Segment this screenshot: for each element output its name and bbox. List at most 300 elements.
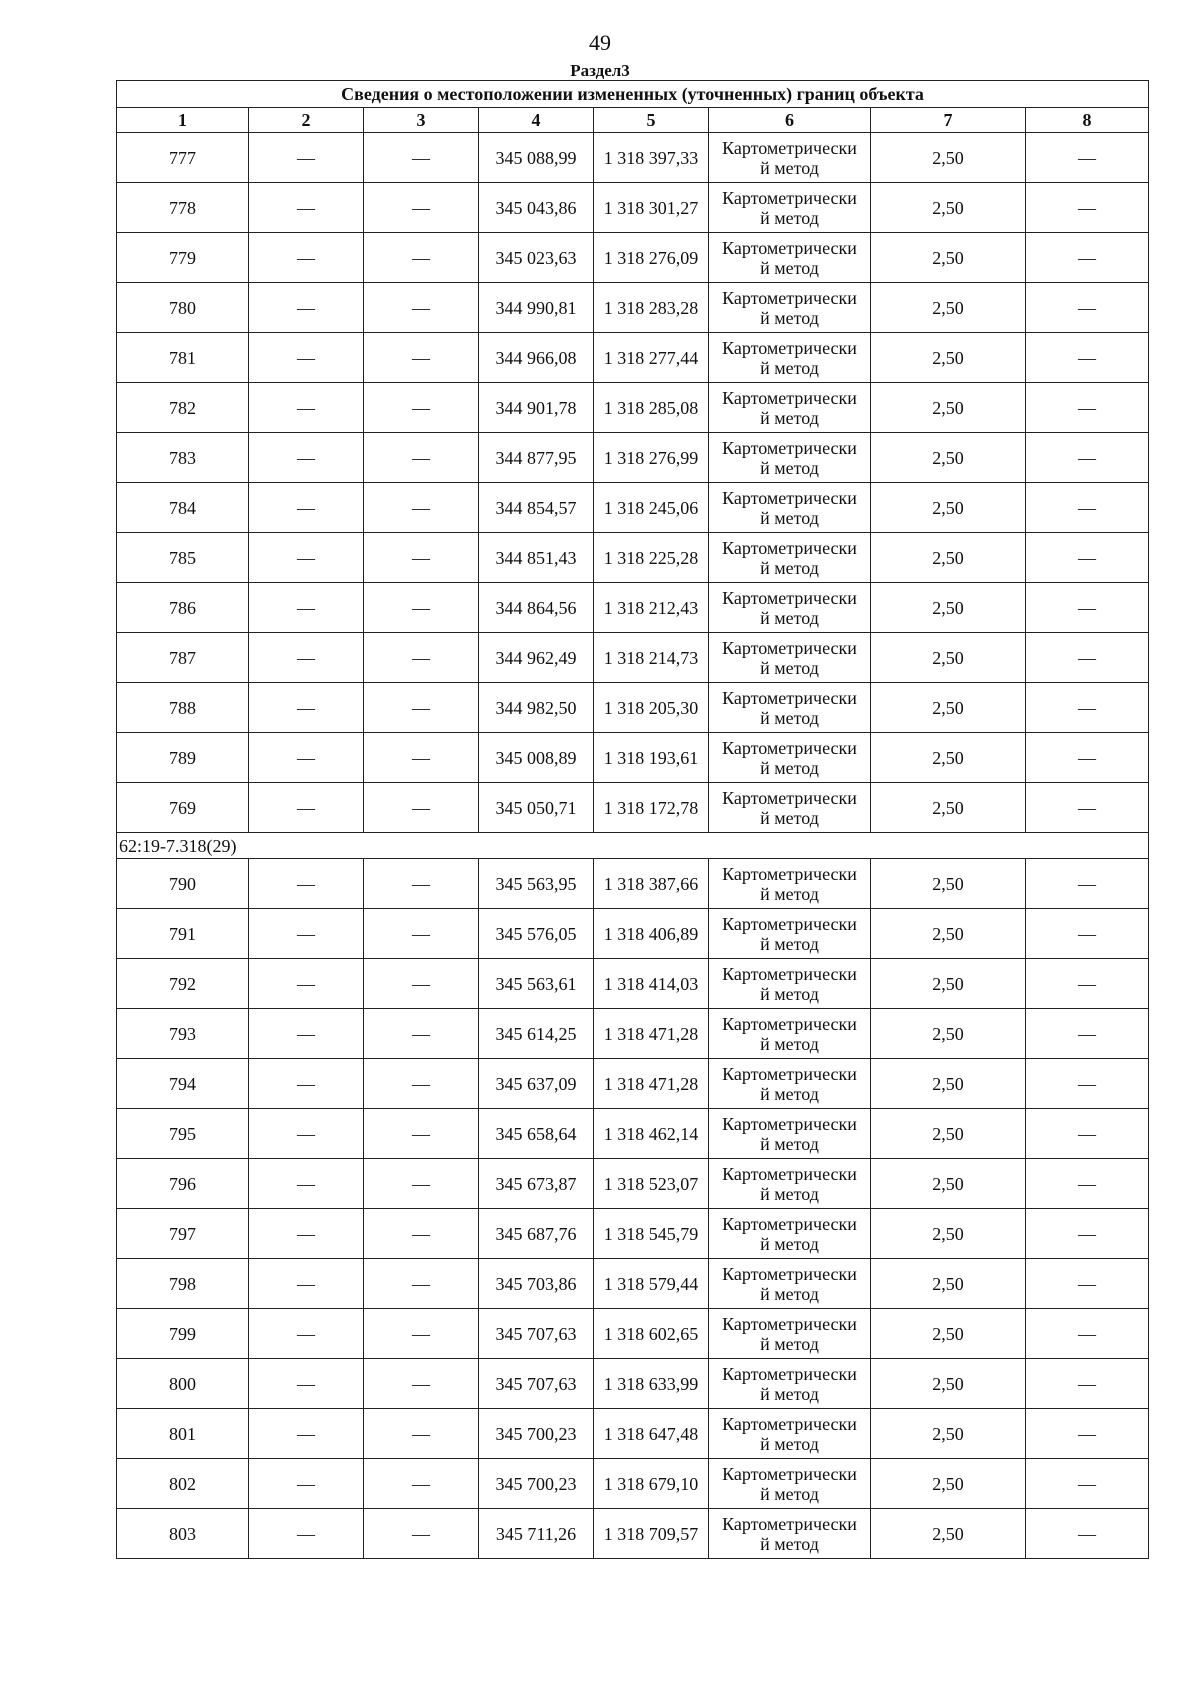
method-line-2: й метод (760, 757, 819, 778)
column-8-cell: — (1026, 1259, 1149, 1309)
point-number-cell: 782 (117, 383, 249, 433)
accuracy-cell: 2,50 (871, 1309, 1026, 1359)
method-cell (709, 959, 871, 1009)
column-header: 5 (594, 108, 709, 133)
method-cell (709, 1159, 871, 1209)
method-cell (709, 1059, 871, 1109)
method-line-1: Картометрически (722, 587, 857, 608)
method-line-2: й метод (760, 557, 819, 578)
y-coordinate-cell: 1 318 212,43 (594, 583, 709, 633)
method-line-2: й метод (760, 1483, 819, 1504)
x-coordinate-cell: 345 043,86 (479, 183, 594, 233)
column-2-cell: — (249, 433, 364, 483)
point-number-cell: 785 (117, 533, 249, 583)
table-row (117, 1209, 1149, 1259)
method-line-2: й метод (760, 1333, 819, 1354)
method-line-2: й метод (760, 407, 819, 428)
column-2-cell: — (249, 1159, 364, 1209)
method-line-2: й метод (760, 157, 819, 178)
method-cell (709, 383, 871, 433)
column-2-cell: — (249, 1409, 364, 1459)
point-number-cell: 795 (117, 1109, 249, 1159)
x-coordinate-cell: 344 851,43 (479, 533, 594, 583)
accuracy-cell: 2,50 (871, 1059, 1026, 1109)
column-2-cell: — (249, 233, 364, 283)
accuracy-cell: 2,50 (871, 1509, 1026, 1559)
column-3-cell: — (364, 1259, 479, 1309)
column-3-cell: — (364, 283, 479, 333)
y-coordinate-cell: 1 318 285,08 (594, 383, 709, 433)
column-3-cell: — (364, 1109, 479, 1159)
accuracy-cell: 2,50 (871, 1459, 1026, 1509)
accuracy-cell: 2,50 (871, 483, 1026, 533)
y-coordinate-cell: 1 318 387,66 (594, 859, 709, 909)
method-cell (709, 333, 871, 383)
y-coordinate-cell: 1 318 462,14 (594, 1109, 709, 1159)
method-line-2: й метод (760, 357, 819, 378)
method-cell (709, 859, 871, 909)
table-row (117, 483, 1149, 533)
column-2-cell: — (249, 333, 364, 383)
column-2-cell: — (249, 383, 364, 433)
column-2-cell: — (249, 183, 364, 233)
x-coordinate-cell: 344 966,08 (479, 333, 594, 383)
method-line-1: Картометрически (722, 1263, 857, 1284)
accuracy-cell: 2,50 (871, 533, 1026, 583)
group-label: 62:19-7.318(29) (117, 833, 1149, 859)
table-row (117, 583, 1149, 633)
method-line-1: Картометрически (722, 1213, 857, 1234)
table-row (117, 133, 1149, 183)
method-line-1: Картометрически (722, 537, 857, 558)
method-line-1: Картометрически (722, 637, 857, 658)
y-coordinate-cell: 1 318 276,99 (594, 433, 709, 483)
column-8-cell: — (1026, 233, 1149, 283)
method-line-2: й метод (760, 457, 819, 478)
column-2-cell: — (249, 1009, 364, 1059)
x-coordinate-cell: 345 673,87 (479, 1159, 594, 1209)
column-8-cell: — (1026, 383, 1149, 433)
column-3-cell: — (364, 1009, 479, 1059)
method-line-2: й метод (760, 257, 819, 278)
accuracy-cell: 2,50 (871, 959, 1026, 1009)
column-3-cell: — (364, 583, 479, 633)
point-number-cell: 802 (117, 1459, 249, 1509)
method-line-1: Картометрически (722, 137, 857, 158)
y-coordinate-cell: 1 318 205,30 (594, 683, 709, 733)
method-line-1: Картометрически (722, 1163, 857, 1184)
method-cell (709, 633, 871, 683)
table-row (117, 1059, 1149, 1109)
column-header-row (117, 108, 1149, 133)
table-row (117, 383, 1149, 433)
column-8-cell: — (1026, 433, 1149, 483)
column-8-cell: — (1026, 283, 1149, 333)
column-8-cell: — (1026, 1359, 1149, 1409)
x-coordinate-cell: 344 877,95 (479, 433, 594, 483)
point-number-cell: 800 (117, 1359, 249, 1409)
y-coordinate-cell: 1 318 471,28 (594, 1009, 709, 1059)
method-line-1: Картометрически (722, 1013, 857, 1034)
x-coordinate-cell: 344 864,56 (479, 583, 594, 633)
method-line-1: Картометрически (722, 237, 857, 258)
method-cell (709, 733, 871, 783)
accuracy-cell: 2,50 (871, 433, 1026, 483)
accuracy-cell: 2,50 (871, 783, 1026, 833)
accuracy-cell: 2,50 (871, 1159, 1026, 1209)
x-coordinate-cell: 345 050,71 (479, 783, 594, 833)
column-header: 7 (871, 108, 1026, 133)
method-line-1: Картометрически (722, 337, 857, 358)
column-3-cell: — (364, 133, 479, 183)
accuracy-cell: 2,50 (871, 583, 1026, 633)
section-title: Раздел3 (570, 61, 630, 80)
accuracy-cell: 2,50 (871, 1259, 1026, 1309)
method-line-2: й метод (760, 507, 819, 528)
method-cell (709, 1309, 871, 1359)
x-coordinate-cell: 344 901,78 (479, 383, 594, 433)
x-coordinate-cell: 344 990,81 (479, 283, 594, 333)
table-row (117, 1359, 1149, 1409)
x-coordinate-cell: 345 703,86 (479, 1259, 594, 1309)
method-line-1: Картометрически (722, 1463, 857, 1484)
y-coordinate-cell: 1 318 172,78 (594, 783, 709, 833)
page-number: 49 (589, 30, 611, 55)
point-number-cell: 784 (117, 483, 249, 533)
column-2-cell: — (249, 683, 364, 733)
column-3-cell: — (364, 1209, 479, 1259)
table-row (117, 909, 1149, 959)
method-line-1: Картометрически (722, 1363, 857, 1384)
column-8-cell: — (1026, 1409, 1149, 1459)
method-line-2: й метод (760, 1533, 819, 1554)
y-coordinate-cell: 1 318 276,09 (594, 233, 709, 283)
x-coordinate-cell: 344 854,57 (479, 483, 594, 533)
x-coordinate-cell: 345 637,09 (479, 1059, 594, 1109)
column-8-cell: — (1026, 909, 1149, 959)
column-8-cell: — (1026, 683, 1149, 733)
method-cell (709, 1409, 871, 1459)
table-row (117, 1009, 1149, 1059)
table-row (117, 233, 1149, 283)
method-line-2: й метод (760, 207, 819, 228)
column-8-cell: — (1026, 583, 1149, 633)
column-2-cell: — (249, 633, 364, 683)
method-cell (709, 1509, 871, 1559)
method-line-1: Картометрически (722, 913, 857, 934)
x-coordinate-cell: 344 962,49 (479, 633, 594, 683)
column-header: 6 (709, 108, 871, 133)
method-line-2: й метод (760, 1133, 819, 1154)
y-coordinate-cell: 1 318 633,99 (594, 1359, 709, 1409)
method-line-1: Картометрически (722, 287, 857, 308)
column-3-cell: — (364, 1059, 479, 1109)
method-line-2: й метод (760, 1033, 819, 1054)
column-2-cell: — (249, 283, 364, 333)
x-coordinate-cell: 345 658,64 (479, 1109, 594, 1159)
column-8-cell: — (1026, 1059, 1149, 1109)
table-row (117, 1509, 1149, 1559)
point-number-cell: 791 (117, 909, 249, 959)
accuracy-cell: 2,50 (871, 633, 1026, 683)
table-row (117, 183, 1149, 233)
column-8-cell: — (1026, 783, 1149, 833)
point-number-cell: 781 (117, 333, 249, 383)
column-3-cell: — (364, 1409, 479, 1459)
method-cell (709, 583, 871, 633)
accuracy-cell: 2,50 (871, 909, 1026, 959)
y-coordinate-cell: 1 318 679,10 (594, 1459, 709, 1509)
y-coordinate-cell: 1 318 301,27 (594, 183, 709, 233)
method-cell (709, 533, 871, 583)
table-row (117, 1459, 1149, 1509)
method-line-1: Картометрически (722, 1513, 857, 1534)
y-coordinate-cell: 1 318 414,03 (594, 959, 709, 1009)
column-3-cell: — (364, 733, 479, 783)
point-number-cell: 786 (117, 583, 249, 633)
table-row (117, 1109, 1149, 1159)
method-cell (709, 1259, 871, 1309)
method-line-2: й метод (760, 983, 819, 1004)
method-line-2: й метод (760, 883, 819, 904)
column-2-cell: — (249, 1059, 364, 1109)
column-3-cell: — (364, 1509, 479, 1559)
accuracy-cell: 2,50 (871, 1209, 1026, 1259)
method-line-1: Картометрически (722, 787, 857, 808)
column-8-cell: — (1026, 1459, 1149, 1509)
method-line-1: Картометрически (722, 1413, 857, 1434)
table-row (117, 633, 1149, 683)
accuracy-cell: 2,50 (871, 183, 1026, 233)
method-cell (709, 1459, 871, 1509)
point-number-cell: 796 (117, 1159, 249, 1209)
accuracy-cell: 2,50 (871, 383, 1026, 433)
x-coordinate-cell: 345 023,63 (479, 233, 594, 283)
accuracy-cell: 2,50 (871, 683, 1026, 733)
column-3-cell: — (364, 433, 479, 483)
method-cell (709, 909, 871, 959)
table-title-row (117, 81, 1149, 108)
method-line-1: Картометрически (722, 963, 857, 984)
table-row (117, 283, 1149, 333)
method-line-1: Картометрически (722, 487, 857, 508)
method-cell (709, 283, 871, 333)
table-row (117, 859, 1149, 909)
x-coordinate-cell: 345 576,05 (479, 909, 594, 959)
column-2-cell: — (249, 1209, 364, 1259)
method-line-2: й метод (760, 1283, 819, 1304)
column-header: 3 (364, 108, 479, 133)
method-line-1: Картометрически (722, 387, 857, 408)
method-cell (709, 1109, 871, 1159)
method-line-2: й метод (760, 307, 819, 328)
table-row (117, 733, 1149, 783)
method-line-1: Картометрически (722, 187, 857, 208)
point-number-cell: 798 (117, 1259, 249, 1309)
point-number-cell: 794 (117, 1059, 249, 1109)
point-number-cell: 793 (117, 1009, 249, 1059)
column-8-cell: — (1026, 633, 1149, 683)
method-line-2: й метод (760, 807, 819, 828)
column-3-cell: — (364, 1309, 479, 1359)
column-3-cell: — (364, 633, 479, 683)
y-coordinate-cell: 1 318 214,73 (594, 633, 709, 683)
x-coordinate-cell: 345 563,95 (479, 859, 594, 909)
point-number-cell: 799 (117, 1309, 249, 1359)
column-3-cell: — (364, 1159, 479, 1209)
y-coordinate-cell: 1 318 225,28 (594, 533, 709, 583)
group-label-row (117, 833, 1149, 859)
point-number-cell: 769 (117, 783, 249, 833)
accuracy-cell: 2,50 (871, 283, 1026, 333)
y-coordinate-cell: 1 318 277,44 (594, 333, 709, 383)
column-2-cell: — (249, 859, 364, 909)
table-row (117, 683, 1149, 733)
y-coordinate-cell: 1 318 193,61 (594, 733, 709, 783)
method-line-2: й метод (760, 1433, 819, 1454)
method-cell (709, 1209, 871, 1259)
column-2-cell: — (249, 1509, 364, 1559)
method-cell (709, 783, 871, 833)
column-2-cell: — (249, 959, 364, 1009)
accuracy-cell: 2,50 (871, 1109, 1026, 1159)
column-8-cell: — (1026, 183, 1149, 233)
accuracy-cell: 2,50 (871, 733, 1026, 783)
accuracy-cell: 2,50 (871, 1409, 1026, 1459)
method-cell (709, 183, 871, 233)
column-8-cell: — (1026, 533, 1149, 583)
method-cell (709, 1359, 871, 1409)
accuracy-cell: 2,50 (871, 233, 1026, 283)
x-coordinate-cell: 345 563,61 (479, 959, 594, 1009)
column-8-cell: — (1026, 1309, 1149, 1359)
column-3-cell: — (364, 859, 479, 909)
table-row (117, 1409, 1149, 1459)
column-3-cell: — (364, 383, 479, 433)
method-line-1: Картометрически (722, 1113, 857, 1134)
y-coordinate-cell: 1 318 471,28 (594, 1059, 709, 1109)
column-header: 8 (1026, 108, 1149, 133)
point-number-cell: 797 (117, 1209, 249, 1259)
method-line-2: й метод (760, 1233, 819, 1254)
method-line-2: й метод (760, 607, 819, 628)
column-2-cell: — (249, 1109, 364, 1159)
y-coordinate-cell: 1 318 283,28 (594, 283, 709, 333)
table-row (117, 433, 1149, 483)
x-coordinate-cell: 345 700,23 (479, 1459, 594, 1509)
column-3-cell: — (364, 683, 479, 733)
column-8-cell: — (1026, 1109, 1149, 1159)
method-line-1: Картометрически (722, 863, 857, 884)
column-8-cell: — (1026, 1009, 1149, 1059)
column-3-cell: — (364, 533, 479, 583)
method-cell (709, 233, 871, 283)
method-line-2: й метод (760, 1383, 819, 1404)
method-line-1: Картометрически (722, 737, 857, 758)
column-2-cell: — (249, 533, 364, 583)
x-coordinate-cell: 345 008,89 (479, 733, 594, 783)
x-coordinate-cell: 345 707,63 (479, 1309, 594, 1359)
y-coordinate-cell: 1 318 602,65 (594, 1309, 709, 1359)
point-number-cell: 787 (117, 633, 249, 683)
x-coordinate-cell: 345 614,25 (479, 1009, 594, 1059)
column-3-cell: — (364, 483, 479, 533)
table-row (117, 1159, 1149, 1209)
x-coordinate-cell: 345 088,99 (479, 133, 594, 183)
column-2-cell: — (249, 1259, 364, 1309)
coordinates-table (116, 80, 1149, 1559)
column-8-cell: — (1026, 1509, 1149, 1559)
method-line-1: Картометрически (722, 437, 857, 458)
column-8-cell: — (1026, 483, 1149, 533)
column-8-cell: — (1026, 959, 1149, 1009)
method-line-2: й метод (760, 933, 819, 954)
column-3-cell: — (364, 783, 479, 833)
y-coordinate-cell: 1 318 545,79 (594, 1209, 709, 1259)
method-line-1: Картометрически (722, 1313, 857, 1334)
method-line-2: й метод (760, 1083, 819, 1104)
y-coordinate-cell: 1 318 523,07 (594, 1159, 709, 1209)
column-3-cell: — (364, 1459, 479, 1509)
column-2-cell: — (249, 1309, 364, 1359)
x-coordinate-cell: 345 711,26 (479, 1509, 594, 1559)
column-3-cell: — (364, 1359, 479, 1409)
column-3-cell: — (364, 183, 479, 233)
column-8-cell: — (1026, 133, 1149, 183)
column-8-cell: — (1026, 859, 1149, 909)
column-2-cell: — (249, 909, 364, 959)
point-number-cell: 792 (117, 959, 249, 1009)
accuracy-cell: 2,50 (871, 333, 1026, 383)
method-line-1: Картометрически (722, 687, 857, 708)
point-number-cell: 783 (117, 433, 249, 483)
table-row (117, 333, 1149, 383)
column-2-cell: — (249, 583, 364, 633)
table-row (117, 959, 1149, 1009)
column-8-cell: — (1026, 333, 1149, 383)
column-8-cell: — (1026, 1159, 1149, 1209)
column-header: 2 (249, 108, 364, 133)
point-number-cell: 778 (117, 183, 249, 233)
y-coordinate-cell: 1 318 245,06 (594, 483, 709, 533)
column-2-cell: — (249, 483, 364, 533)
y-coordinate-cell: 1 318 406,89 (594, 909, 709, 959)
accuracy-cell: 2,50 (871, 133, 1026, 183)
column-header: 4 (479, 108, 594, 133)
x-coordinate-cell: 345 707,63 (479, 1359, 594, 1409)
point-number-cell: 780 (117, 283, 249, 333)
table-row (117, 1259, 1149, 1309)
table-row (117, 533, 1149, 583)
column-3-cell: — (364, 959, 479, 1009)
point-number-cell: 788 (117, 683, 249, 733)
accuracy-cell: 2,50 (871, 1009, 1026, 1059)
y-coordinate-cell: 1 318 709,57 (594, 1509, 709, 1559)
method-line-2: й метод (760, 707, 819, 728)
y-coordinate-cell: 1 318 397,33 (594, 133, 709, 183)
method-line-2: й метод (760, 1183, 819, 1204)
column-8-cell: — (1026, 733, 1149, 783)
method-cell (709, 683, 871, 733)
y-coordinate-cell: 1 318 647,48 (594, 1409, 709, 1459)
point-number-cell: 789 (117, 733, 249, 783)
column-3-cell: — (364, 909, 479, 959)
x-coordinate-cell: 344 982,50 (479, 683, 594, 733)
column-2-cell: — (249, 733, 364, 783)
column-2-cell: — (249, 133, 364, 183)
point-number-cell: 801 (117, 1409, 249, 1459)
point-number-cell: 803 (117, 1509, 249, 1559)
